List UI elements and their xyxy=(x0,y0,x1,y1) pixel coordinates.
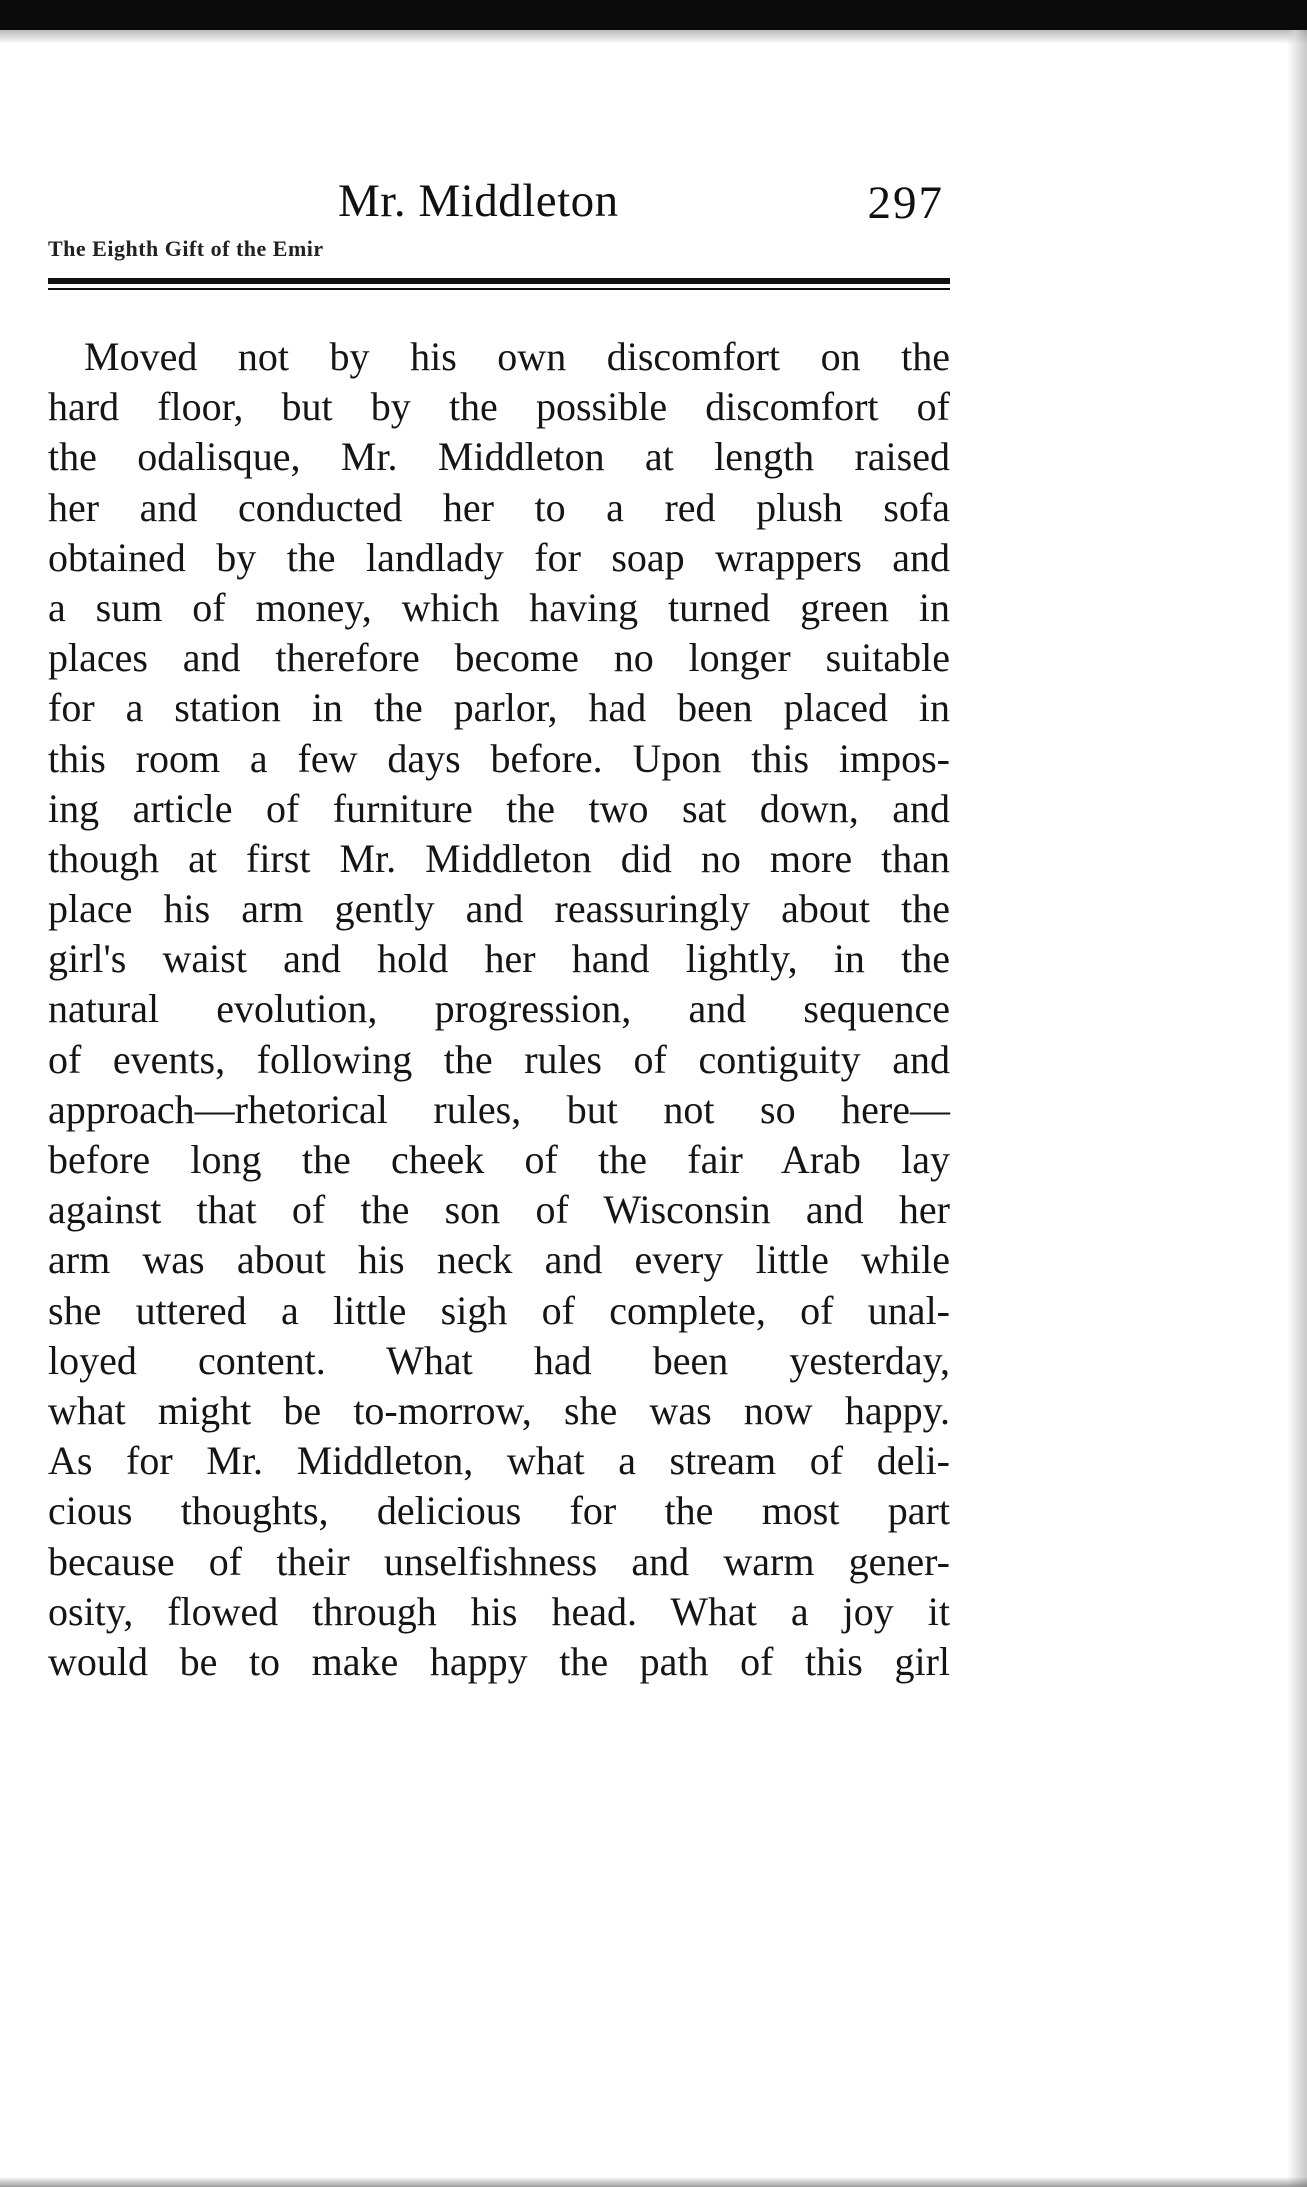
scan-top-shadow xyxy=(0,30,1307,44)
text-line: though at first Mr. Middleton did no more than xyxy=(48,835,950,881)
text-line: As for Mr. Middleton, what a stream of deli- xyxy=(48,1438,950,1484)
chapter-subtitle: The Eighth Gift of the Emir xyxy=(48,236,324,261)
text-line: loyed content. What had been yesterday, xyxy=(48,1337,950,1383)
text-line: cious thoughts, delicious for the most part xyxy=(48,1488,950,1534)
book-page xyxy=(48,160,950,1684)
text-line: the odalisque, Mr. Middleton at length raised xyxy=(48,434,950,480)
page-number: 297 xyxy=(867,177,944,229)
text-line: against that of the son of Wisconsin and her xyxy=(48,1187,950,1233)
text-line: she uttered a little sigh of complete, of unal- xyxy=(48,1287,950,1333)
text-line: of events, following the rules of contiguity and xyxy=(48,1036,950,1082)
text-line: her and conducted her to a red plush sofa xyxy=(48,484,950,530)
running-title: Mr. Middleton xyxy=(338,175,619,227)
text-line: hard floor, but by the possible discomfort of xyxy=(48,384,950,430)
text-line: natural evolution, progression, and sequence xyxy=(48,986,950,1032)
text-line: girl's waist and hold her hand lightly, in the xyxy=(48,936,950,982)
text-line: because of their unselfishness and warm gener- xyxy=(48,1538,950,1584)
text-line: ing article of furniture the two sat down, and xyxy=(48,785,950,831)
text-line: arm was about his neck and every little while xyxy=(48,1237,950,1283)
text-line: a sum of money, which having turned green in xyxy=(48,584,950,630)
text-line: would be to make happy the path of this girl xyxy=(48,1638,950,1684)
header-rule-thin xyxy=(48,288,950,290)
text-line: Moved not by his own discomfort on the xyxy=(84,334,950,379)
text-line: approach—rhetorical rules, but not so here— xyxy=(48,1086,950,1132)
text-line: place his arm gently and reassuringly about the xyxy=(48,886,950,932)
text-line: obtained by the landlady for soap wrappers and xyxy=(48,534,950,580)
header-rule-thick xyxy=(48,278,950,284)
scan-bottom-edge xyxy=(0,2177,1307,2187)
running-head xyxy=(48,160,950,261)
text-line: before long the cheek of the fair Arab lay xyxy=(48,1137,950,1182)
text-line: what might be to-morrow, she was now happy. xyxy=(48,1387,950,1433)
text-line: places and therefore become no longer suitable xyxy=(48,635,950,681)
text-line: osity, flowed through his head. What a joy it xyxy=(48,1588,950,1634)
scan-top-border xyxy=(0,0,1307,30)
text-line: this room a few days before. Upon this impos- xyxy=(48,735,950,781)
scan-right-edge xyxy=(1287,30,1307,2187)
text-line: for a station in the parlor, had been placed in xyxy=(48,685,950,731)
body-paragraph xyxy=(48,332,950,1687)
